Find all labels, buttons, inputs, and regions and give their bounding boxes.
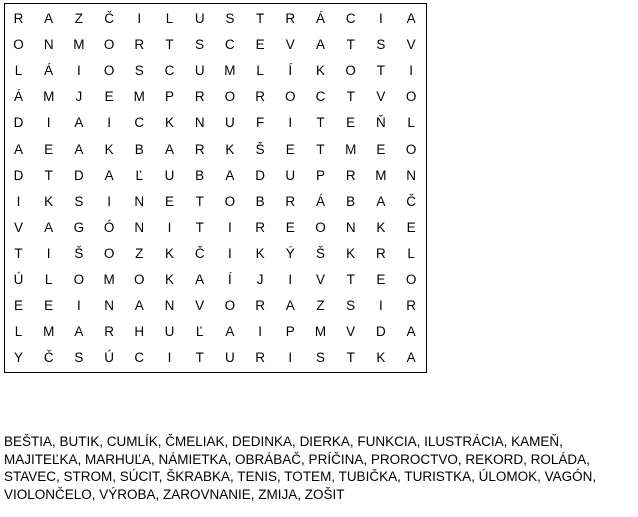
grid-letter: I <box>379 298 383 314</box>
grid-letter: A <box>406 350 416 366</box>
grid-letter: E <box>44 298 54 314</box>
grid-letter: O <box>13 37 24 53</box>
grid-letter: N <box>134 193 145 209</box>
grid-letter: S <box>74 350 84 366</box>
grid-letter: N <box>194 115 205 131</box>
grid-letter: L <box>14 324 23 340</box>
grid-letter: E <box>44 141 54 157</box>
grid-letter: Á <box>315 11 325 26</box>
grid-row <box>5 241 426 267</box>
grid-letter: Ľ <box>135 167 144 183</box>
grid-letter: K <box>376 219 386 235</box>
grid-letter: Ó <box>103 219 115 235</box>
grid-letter: E <box>406 219 416 235</box>
grid-letter: E <box>346 115 356 131</box>
grid-letter: V <box>346 324 356 340</box>
grid-letter: L <box>407 115 415 131</box>
grid-letter: Ú <box>104 350 114 366</box>
grid-letter: F <box>255 115 265 131</box>
grid-row <box>5 215 426 241</box>
grid-letter: I <box>167 219 172 235</box>
grid-letter: U <box>225 350 235 366</box>
grid-letter: M <box>43 324 55 340</box>
grid-letter: O <box>224 193 236 209</box>
grid-row <box>5 345 426 371</box>
word-list-line: VIOLONČELO, VÝROBA, ZAROVNANIE, ZMIJA, ZOŠIT <box>4 486 345 502</box>
grid-letter: D <box>255 167 265 183</box>
grid-letter: K <box>255 245 265 261</box>
grid-letter: K <box>225 141 235 157</box>
grid-letter: Z <box>316 298 325 314</box>
word-list-line: STAVEC, STROM, SÚCIT, ŠKRABKA, TENIS, TOTEM, TUBIČKA, TURISTKA, ÚLOMOK, VAGÓN, <box>4 469 597 484</box>
grid-letter: L <box>407 245 415 261</box>
grid-letter: A <box>285 298 295 314</box>
grid-letter: Á <box>44 63 54 79</box>
grid-letter: E <box>285 219 295 235</box>
grid-letter: U <box>164 324 175 340</box>
grid-letter: A <box>44 219 54 235</box>
grid-letter: K <box>315 63 325 79</box>
grid-letter: V <box>406 37 416 53</box>
grid-letter: C <box>315 89 326 105</box>
grid-letter: O <box>285 89 296 105</box>
grid-letter: C <box>164 63 175 79</box>
grid-letter: T <box>195 219 204 235</box>
grid-letter: A <box>406 324 416 340</box>
grid-letter: O <box>224 298 236 314</box>
grid-row <box>5 137 426 163</box>
grid-letter: A <box>104 167 114 183</box>
grid-letter: S <box>346 298 356 314</box>
grid-letter: I <box>137 11 142 26</box>
grid-letter: A <box>315 37 325 53</box>
grid-letter: D <box>74 167 84 183</box>
grid-letter: N <box>43 37 54 53</box>
grid-letter: T <box>195 350 204 366</box>
grid-letter: S <box>315 350 325 366</box>
grid-letter: I <box>107 193 111 209</box>
grid-letter: S <box>195 37 205 53</box>
grid-letter: Č <box>104 11 114 26</box>
grid-letter: Č <box>406 193 416 209</box>
grid-letter: J <box>75 89 83 105</box>
grid-letter: K <box>104 141 114 157</box>
grid-letter: O <box>405 272 417 287</box>
grid-letter: R <box>345 167 356 183</box>
grid-letter: N <box>134 219 145 235</box>
grid-letter: T <box>346 350 355 366</box>
grid-letter: A <box>406 11 416 26</box>
grid-letter: Á <box>315 193 325 209</box>
grid-letter: U <box>285 167 296 183</box>
grid-letter: B <box>134 141 144 157</box>
grid-row <box>5 58 426 84</box>
grid-letter: G <box>73 219 85 235</box>
grid-letter: K <box>164 115 174 131</box>
grid-letter: T <box>14 245 23 261</box>
grid-letter: Č <box>43 350 54 366</box>
grid-letter: R <box>255 298 265 314</box>
grid-letter: Š <box>315 245 325 261</box>
grid-row <box>5 84 426 110</box>
grid-letter: P <box>164 89 174 105</box>
grid-letter: I <box>288 115 293 131</box>
grid-letter: T <box>346 272 355 287</box>
grid-letter: Í <box>288 63 293 79</box>
word-search-grid <box>4 3 427 373</box>
grid-letter: T <box>165 37 174 53</box>
grid-letter: E <box>164 193 174 209</box>
grid-letter: R <box>194 89 205 105</box>
grid-letter: D <box>13 167 24 183</box>
grid-letter: Š <box>74 245 84 261</box>
grid-letter: T <box>346 89 355 105</box>
grid-letter: Z <box>135 245 144 261</box>
grid-letter: I <box>258 324 262 340</box>
grid-letter: Ľ <box>195 324 204 340</box>
grid-letter: I <box>409 63 413 79</box>
grid-letter: O <box>103 37 115 53</box>
grid-letter: R <box>104 324 114 340</box>
grid-letter: P <box>285 324 295 340</box>
grid-letter: T <box>44 167 53 183</box>
grid-letter: Z <box>74 11 84 26</box>
grid-letter: O <box>405 89 417 105</box>
grid-letter: M <box>103 272 115 287</box>
grid-letter: O <box>405 141 417 157</box>
grid-letter: L <box>256 63 264 79</box>
grid-letter: K <box>44 193 54 209</box>
grid-letter: B <box>346 193 356 209</box>
grid-letter: Ň <box>376 115 386 131</box>
grid-row <box>5 319 426 345</box>
grid-letter: L <box>165 11 174 26</box>
grid-letter: I <box>107 115 111 131</box>
grid-letter: S <box>376 37 386 53</box>
grid-letter: M <box>224 63 236 79</box>
grid-letter: R <box>285 11 296 26</box>
grid-letter: O <box>134 272 145 287</box>
grid-letter: I <box>46 245 51 261</box>
grid-letter: D <box>13 115 24 131</box>
grid-letter: K <box>164 245 174 261</box>
grid-letter: A <box>74 324 84 340</box>
grid-letter: A <box>376 193 386 209</box>
grid-letter: H <box>134 324 145 340</box>
grid-letter: Š <box>255 141 265 157</box>
grid-letter: C <box>225 37 235 53</box>
grid-letter: Ý <box>285 245 295 261</box>
grid-letter: D <box>376 324 386 340</box>
grid-letter: I <box>77 63 81 79</box>
grid-letter: A <box>195 272 205 287</box>
grid-letter: K <box>346 245 356 261</box>
grid-letter: M <box>43 89 55 105</box>
word-list-line: BEŠTIA, BUTIK, CUMLÍK, ČMELIAK, DEDINKA, DIERKA, FUNKCIA, ILUSTRÁCIA, KAMEŇ, <box>4 434 563 449</box>
grid-letter: T <box>316 115 325 131</box>
grid-letter: O <box>224 89 236 105</box>
grid-letter: C <box>134 350 145 366</box>
grid-letter: M <box>73 37 85 53</box>
grid-letter: E <box>376 141 386 157</box>
grid-letter: R <box>406 298 416 314</box>
grid-letter: R <box>255 89 265 105</box>
grid-letter: L <box>14 63 23 79</box>
grid-letter: A <box>225 324 235 340</box>
grid-letter: S <box>225 11 235 26</box>
grid-letter: E <box>255 37 265 53</box>
grid-letter: Á <box>13 89 23 105</box>
grid-row <box>5 189 426 215</box>
grid-letter: Y <box>13 350 23 366</box>
grid-letter: C <box>345 11 356 26</box>
grid-letter: A <box>13 141 23 157</box>
grid-letter: L <box>44 272 53 287</box>
grid-letter: Č <box>194 245 205 261</box>
grid-letter: M <box>375 167 387 183</box>
grid-letter: E <box>13 298 23 314</box>
grid-letter: M <box>345 141 357 157</box>
grid-letter: T <box>376 63 386 79</box>
grid-letter: A <box>134 298 144 314</box>
grid-letter: K <box>164 272 174 287</box>
letter-grid <box>5 4 426 372</box>
grid-letter: I <box>228 219 232 235</box>
grid-letter: R <box>134 37 145 53</box>
grid-letter: O <box>103 63 115 79</box>
grid-row <box>5 267 426 293</box>
grid-letter: T <box>346 37 355 53</box>
grid-letter: I <box>288 350 293 366</box>
grid-letter: N <box>104 298 114 314</box>
grid-letter: N <box>345 219 356 235</box>
grid-letter: M <box>133 89 145 105</box>
grid-letter: O <box>73 272 85 287</box>
grid-letter: E <box>104 89 114 105</box>
grid-letter: R <box>194 141 205 157</box>
grid-letter: B <box>195 167 205 183</box>
grid-row <box>5 293 426 319</box>
grid-letter: T <box>316 141 325 157</box>
word-list-line: MAJITEĽKA, MARHUĽA, NÁMIETKA, OBRÁBAČ, PRÍČINA, PROROCTVO, REKORD, ROLÁDA, <box>4 451 590 467</box>
grid-letter: U <box>164 167 175 183</box>
grid-row <box>5 163 426 189</box>
grid-letter: I <box>77 298 81 314</box>
grid-letter: N <box>406 167 416 183</box>
grid-letter: C <box>134 115 145 131</box>
grid-letter: S <box>134 63 144 79</box>
grid-letter: U <box>194 63 205 79</box>
grid-letter: V <box>13 219 23 235</box>
grid-row <box>5 110 426 136</box>
grid-letter: J <box>256 272 264 287</box>
grid-letter: I <box>16 193 21 209</box>
grid-letter: N <box>164 298 175 314</box>
grid-letter: E <box>285 141 295 157</box>
grid-letter: U <box>225 115 235 131</box>
grid-letter: O <box>103 245 115 261</box>
grid-letter: V <box>195 298 205 314</box>
grid-letter: S <box>74 193 84 209</box>
grid-letter: U <box>194 11 205 26</box>
grid-letter: A <box>44 11 54 26</box>
grid-letter: A <box>164 141 174 157</box>
grid-letter: B <box>255 193 265 209</box>
grid-letter: R <box>13 11 24 26</box>
grid-letter: A <box>225 167 235 183</box>
grid-letter: R <box>255 219 265 235</box>
grid-letter: I <box>228 245 232 261</box>
grid-letter: T <box>255 11 265 26</box>
word-list <box>4 433 634 503</box>
grid-letter: R <box>376 245 386 261</box>
grid-letter: I <box>288 272 293 287</box>
grid-row <box>5 32 426 58</box>
grid-letter: T <box>195 193 204 209</box>
grid-letter: A <box>74 115 84 131</box>
grid-letter: I <box>167 350 172 366</box>
grid-letter: I <box>379 11 383 26</box>
grid-letter: Í <box>228 272 232 287</box>
grid-letter: K <box>376 350 386 366</box>
grid-letter: R <box>255 350 265 366</box>
grid-letter: V <box>376 89 386 105</box>
grid-letter: O <box>315 219 326 235</box>
grid-letter: V <box>285 37 295 53</box>
grid-letter: M <box>314 324 327 340</box>
grid-letter: O <box>345 63 356 79</box>
grid-letter: P <box>315 167 325 183</box>
grid-letter: I <box>46 115 51 131</box>
grid-letter: E <box>376 272 386 287</box>
grid-letter: A <box>74 141 84 157</box>
grid-letter: V <box>315 272 325 287</box>
grid-row <box>5 6 426 32</box>
grid-letter: R <box>285 193 296 209</box>
grid-letter: Ú <box>13 272 24 287</box>
